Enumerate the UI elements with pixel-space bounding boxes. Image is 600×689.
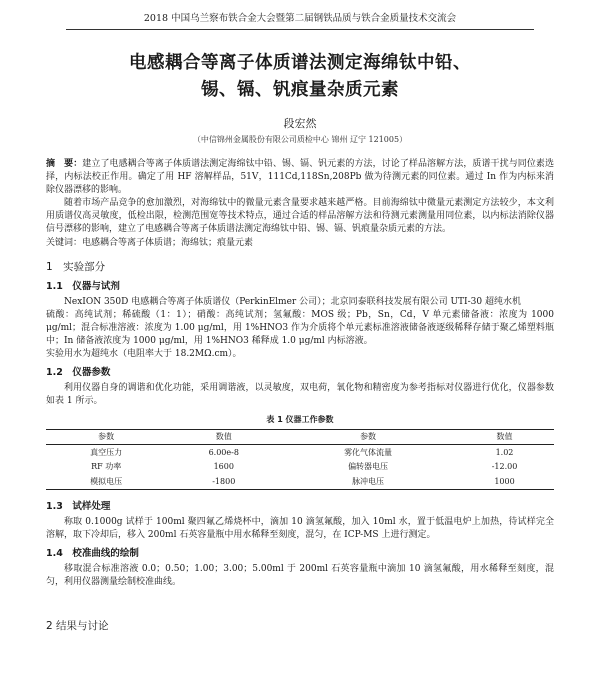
running-head: 2018 中国乌兰察布铁合金大会暨第二届钢铁品质与铁合金质量技术交流会 <box>66 0 534 30</box>
table-header-cell: 数值 <box>496 432 513 442</box>
table-cell: 雾化气体流量 <box>344 447 393 457</box>
keywords-text: 电感耦合等离子体质谱；海绵钛；痕量元素 <box>82 237 254 248</box>
table-cell: 6.00e-8 <box>208 447 239 457</box>
table-cell: 1.02 <box>495 447 514 457</box>
abstract-paragraph <box>46 158 554 197</box>
table-cell: 真空压力 <box>90 447 123 457</box>
table-cell: 1600 <box>213 462 234 472</box>
s11-paragraph-3: 实验用水为超纯水（电阻率大于 18.2MΩ.cm）。 <box>46 349 242 360</box>
paper-title <box>46 50 554 104</box>
s11-paragraph-2: 硫酸：高纯试剂；稀硫酸（1：1）；硝酸：高纯试剂；氢氟酸：MOS 级；Pb，Sn，Cd，V 单元素储备液：浓度为 1000 μg/ml；混合标准溶液：浓度为 1.00 μg/ml，用 1%HNO3 作为介质将个单元素标准溶液储备液逐级稀释存储于聚乙烯塑料瓶中；In 储备液浓度为 1000 μg/ml，用 1%HNO3 稀释成 1.0 μg/ml 内标溶液。 <box>46 309 554 346</box>
abstract-paragraph-2: 随着市场产品竞争的愈加激烈，对海绵钛中的微量元素含量要求越来越严格。目前海绵钛中微量元素测定方法较少，本文利用质谱仪高灵敏度，低检出限，检测范围宽等技术特点，通过合适的样品溶解方法和待测元素测量用同位素，以内标法消除仪器信号漂移的影响，建立了电感耦合等离子体质谱法测定海绵钛中铅、锡、镉、钒痕量杂质元素的方法。 <box>46 197 554 234</box>
section-1-heading: 1 实验部分 <box>46 260 106 273</box>
table-1-caption: 表 1 仪器工作参数 <box>266 414 334 424</box>
abstract <box>46 158 554 250</box>
table-header-cell: 数值 <box>215 432 232 442</box>
author: 段宏然 <box>283 117 317 131</box>
table-cell: RF 功率 <box>91 462 122 472</box>
section-1-2-heading: 1.2 仪器参数 <box>46 367 111 379</box>
s11-paragraph-1: NexION 350D 电感耦合等离子体质谱仪（PerkinElmer 公司）；北京同泰联科技发展有限公司 UTI-30 超纯水机 <box>64 296 521 307</box>
s14-paragraph: 移取混合标准溶液 0.0；0.50；1.00；3.00；5.00ml 于 200ml 石英容量瓶中滴加 10 滴氢氟酸，用水稀释至刻度，混匀，利用仪器测量绘制校准曲线。 <box>46 563 554 587</box>
affiliation: （中信锦州金属股份有限公司质检中心 锦州 辽宁 121005） <box>192 134 408 144</box>
title-line-2: 锡、镉、钒痕量杂质元素 <box>201 79 399 100</box>
s12-paragraph: 利用仪器自身的调谐和优化功能，采用调谐液，以灵敏度，双电荷，氧化物和精密度为参考指标对仪器进行优化，仪器参数如表 1 所示。 <box>46 382 554 406</box>
table-1 <box>46 429 554 490</box>
s13-paragraph: 称取 0.1000g 试样于 100ml 聚四氟乙烯烧杯中，滴加 10 滴氢氟酸，加入 10ml 水，置于低温电炉上加热，待试样完全溶解，取下冷却后，移入 200ml 石英容量瓶中用水稀释至刻度，混匀，在 ICP-MS 上进行测定。 <box>46 516 554 540</box>
section-1-3-heading: 1.3 试样处理 <box>46 500 111 512</box>
table-cell: -1800 <box>212 476 236 486</box>
abstract-text: 建立了电感耦合等离子体质谱法测定海绵钛中铅、锡、镉、钒元素的方法，讨论了样品溶解方法，质谱干扰与同位素选择，内标法校正作用。确定了用 HF 溶解样品，51V，111Cd,118Sn,208Pb 做为待测元素的同位素。通过 In 作为内标来消除仪器漂移的影响。 <box>46 158 554 195</box>
section-2-heading: 2 结果与讨论 <box>46 619 109 632</box>
table-header-cell: 参数 <box>98 432 115 442</box>
table-row <box>46 474 554 489</box>
table-cell: -12.00 <box>491 462 518 472</box>
section-1-1-heading: 1.1 仪器与试剂 <box>46 281 120 293</box>
table-row <box>46 460 554 475</box>
title-line-1: 电感耦合等离子体质谱法测定海绵钛中铅、 <box>129 52 471 73</box>
table-header-cell: 参数 <box>360 432 377 442</box>
table-header-row <box>46 429 554 445</box>
table-cell: 脉冲电压 <box>352 476 385 486</box>
table-row <box>46 445 554 460</box>
table-cell: 1000 <box>494 476 515 486</box>
keywords <box>46 237 554 250</box>
table-cell: 模拟电压 <box>90 476 123 486</box>
abstract-label: 摘 要： <box>46 158 83 169</box>
keywords-label: 关键词： <box>46 237 83 248</box>
table-cell: 偏转器电压 <box>348 462 389 472</box>
section-1-4-heading: 1.4 校准曲线的绘制 <box>46 547 139 559</box>
